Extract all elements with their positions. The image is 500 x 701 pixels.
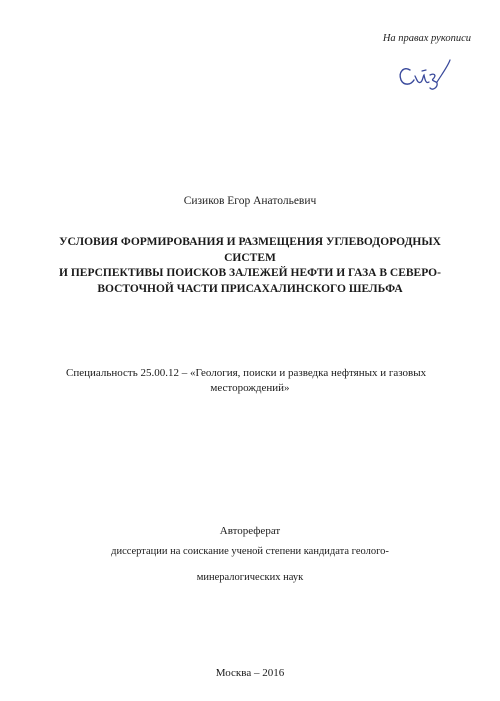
- title-line: И ПЕРСПЕКТИВЫ ПОИСКОВ ЗАЛЕЖЕЙ НЕФТИ И ГАЗА В СЕВЕРО-: [59, 267, 441, 279]
- specialty-line: Специальность 25.00.12 – «Геология, поиски и разведка нефтяных и газовых: [66, 367, 427, 379]
- title-line: УСЛОВИЯ ФОРМИРОВАНИЯ И РАЗМЕЩЕНИЯ УГЛЕВОДОРОДНЫХ СИСТЕМ: [59, 236, 441, 264]
- specialty-text: [66, 366, 434, 396]
- dissertation-title: [40, 235, 460, 297]
- rights-notice: На правах рукописи: [382, 33, 471, 44]
- author-name: Сизиков Егор Анатольевич: [183, 195, 317, 207]
- place-and-year: Москва – 2016: [215, 667, 285, 679]
- title-line: ВОСТОЧНОЙ ЧАСТИ ПРИСАХАЛИНСКОГО ШЕЛЬФА: [97, 282, 403, 295]
- document-type: Автореферат: [219, 525, 281, 537]
- specialty-line: месторождений»: [210, 382, 290, 394]
- signature-image: [396, 58, 452, 94]
- degree-description: диссертации на соискание ученой степени кандидата геолого-: [111, 546, 389, 557]
- degree-description: минералогических наук: [196, 572, 304, 583]
